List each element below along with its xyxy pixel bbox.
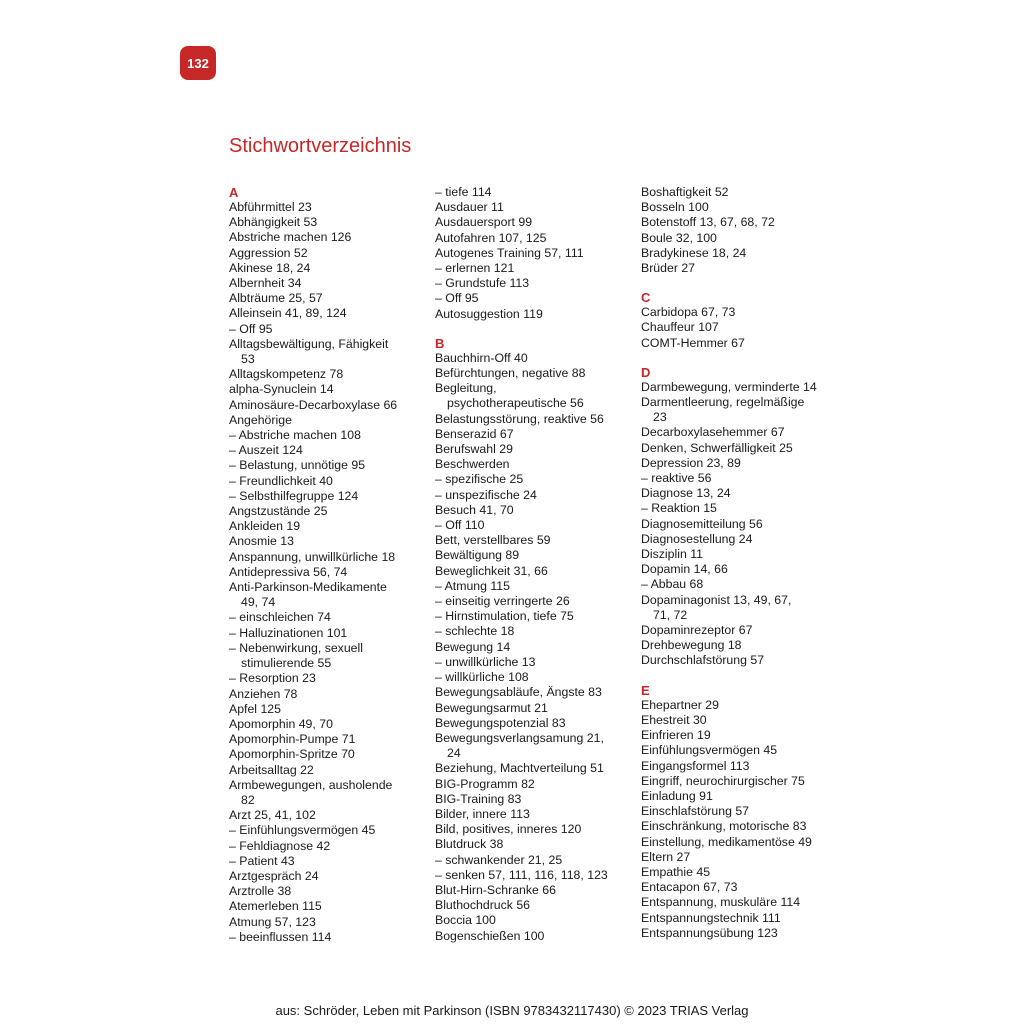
index-entry: Einstellung, medikamentöse 49	[641, 834, 812, 849]
index-entry: Diagnosemitteilung 56	[641, 516, 763, 531]
index-entry: Abstriche machen 126	[229, 230, 352, 245]
index-entry: Benserazid 67	[435, 426, 514, 441]
index-entry: – Freundlichkeit 40	[229, 473, 333, 488]
index-entry: Angstzustände 25	[229, 504, 328, 519]
index-entry: – spezifische 25	[435, 472, 524, 487]
index-entry: Durchschlafstörung 57	[641, 653, 765, 668]
index-entry: 49, 74	[241, 595, 276, 610]
index-entry: 53	[241, 352, 255, 367]
index-entry: 24	[447, 746, 461, 761]
index-entry: Begleitung,	[435, 381, 497, 396]
index-entry: stimulierende 55	[241, 656, 332, 671]
index-entry: Anosmie 13	[229, 534, 294, 549]
index-entry: Akinese 18, 24	[229, 260, 311, 275]
index-entry: – willkürliche 108	[435, 670, 529, 685]
index-column-3	[641, 185, 841, 941]
index-entry: Antidepressiva 56, 74	[229, 564, 348, 579]
index-entry: – unspezifische 24	[435, 487, 537, 502]
index-entry: – Atmung 115	[435, 578, 510, 593]
index-entry: Autosuggestion 119	[435, 306, 543, 321]
index-entry: Bild, positives, inneres 120	[435, 822, 582, 837]
index-entry: – Nebenwirkung, sexuell	[229, 640, 363, 655]
index-entry: Autofahren 107, 125	[435, 230, 547, 245]
index-entry: Bewegungsarmut 21	[435, 700, 548, 715]
index-entry: Anziehen 78	[229, 686, 298, 701]
index-entry: Eingangsformel 113	[641, 758, 750, 773]
index-entry: Alltagsbewältigung, Fähigkeit	[229, 336, 389, 351]
index-entry: – Abbau 68	[641, 577, 704, 592]
index-entry: Entacapon 67, 73	[641, 880, 738, 895]
index-entry: Abhängigkeit 53	[229, 215, 318, 230]
index-entry: – senken 57, 111, 116, 118, 123	[435, 867, 608, 882]
index-entry: Einladung 91	[641, 788, 713, 803]
index-entry: – Einfühlungsvermögen 45	[229, 823, 376, 838]
index-entry: Arzt 25, 41, 102	[229, 808, 316, 823]
index-entry: Bilder, innere 113	[435, 806, 530, 821]
index-entry: – einschleichen 74	[229, 610, 331, 625]
index-entry: Depression 23, 89	[641, 455, 741, 470]
index-entry: Beschwerden	[435, 457, 510, 472]
index-entry: Arbeitsalltag 22	[229, 762, 314, 777]
index-entry: Bewegungspotenzial 83	[435, 715, 566, 730]
index-entry: Atemerleben 115	[229, 899, 322, 914]
index-entry: Berufswahl 29	[435, 442, 513, 457]
index-entry: Ausdauer 11	[435, 200, 504, 215]
index-entry: Blut-Hirn-Schranke 66	[435, 882, 556, 897]
index-entry: – beeinflussen 114	[229, 929, 332, 944]
index-entry: Blutdruck 38	[435, 837, 504, 852]
index-entry: – Fehldiagnose 42	[229, 838, 331, 853]
index-entry: Apomorphin-Pumpe 71	[229, 732, 356, 747]
index-entry: Aggression 52	[229, 245, 308, 260]
index-entry: Einschränkung, motorische 83	[641, 819, 807, 834]
index-entry: Brüder 27	[641, 261, 696, 276]
index-entry: Einfrieren 19	[641, 728, 711, 743]
index-column-2	[435, 185, 635, 944]
index-entry: Disziplin 11	[641, 547, 703, 562]
index-entry: alpha-Synuclein 14	[229, 382, 334, 397]
index-entry: psychotherapeutische 56	[447, 396, 584, 411]
index-entry: Bewältigung 89	[435, 548, 520, 563]
index-entry: – schlechte 18	[435, 624, 515, 639]
page-title: Stichwortverzeichnis	[229, 135, 412, 157]
index-entry: – Selbsthilfegruppe 124	[229, 488, 359, 503]
index-entry: – Resorption 23	[229, 671, 316, 686]
index-entry: – Reaktion 15	[641, 501, 717, 516]
index-entry: Apomorphin 49, 70	[229, 716, 333, 731]
index-entry: Dopaminrezeptor 67	[641, 623, 753, 638]
index-entry: BIG-Training 83	[435, 791, 522, 806]
index-entry: Boule 32, 100	[641, 230, 717, 245]
index-entry: Entspannungsübung 123	[641, 925, 778, 940]
page-number: 132	[180, 46, 216, 80]
index-entry: Armbewegungen, ausholende	[229, 777, 393, 792]
index-entry: Boccia 100	[435, 913, 496, 928]
index-entry: Ankleiden 19	[229, 519, 301, 534]
index-entry: – Hirnstimulation, tiefe 75	[435, 609, 574, 624]
index-letter-heading: E	[641, 682, 650, 698]
index-entry: Bogenschießen 100	[435, 928, 545, 943]
index-letter-heading: D	[641, 364, 651, 380]
index-entry: Entspannungstechnik 111	[641, 910, 781, 925]
index-entry: Atmung 57, 123	[229, 914, 316, 929]
index-entry: Angehörige	[229, 412, 292, 427]
index-letter-heading: B	[435, 335, 445, 351]
index-entry: Decarboxylasehemmer 67	[641, 425, 785, 440]
index-entry: Apfel 125	[229, 701, 281, 716]
index-column-1	[229, 185, 429, 945]
index-entry: Entspannung, muskuläre 114	[641, 895, 801, 910]
index-entry: Denken, Schwerfälligkeit 25	[641, 440, 793, 455]
index-entry: Chauffeur 107	[641, 320, 719, 335]
index-entry: Aminosäure-Decarboxylase 66	[229, 397, 398, 412]
index-entry: Autogenes Training 57, 111	[435, 245, 584, 260]
index-entry: Einfühlungsvermögen 45	[641, 743, 778, 758]
index-entry: Belastungsstörung, reaktive 56	[435, 411, 604, 426]
index-entry: Apomorphin-Spritze 70	[229, 747, 355, 762]
index-letter-heading: C	[641, 290, 651, 306]
index-entry: – einseitig verringerte 26	[435, 594, 570, 609]
index-entry: – Abstriche machen 108	[229, 428, 361, 443]
index-entry: – Patient 43	[229, 853, 295, 868]
index-entry: – Auszeit 124	[229, 443, 303, 458]
index-entry: Anspannung, unwillkürliche 18	[229, 549, 396, 564]
index-entry: – tiefe 114	[435, 185, 492, 199]
index-entry: Ehepartner 29	[641, 697, 719, 712]
index-entry: Botenstoff 13, 67, 68, 72	[641, 215, 775, 230]
index-entry: Arztgespräch 24	[229, 868, 319, 883]
index-entry: Alltagskompetenz 78	[229, 367, 344, 382]
index-entry: – reaktive 56	[641, 471, 712, 486]
index-entry: Bewegungsverlangsamung 21,	[435, 730, 604, 745]
index-entry: Alleinsein 41, 89, 124	[229, 306, 347, 321]
index-entry: 23	[653, 410, 667, 425]
index-entry: Boshaftigkeit 52	[641, 185, 729, 199]
index-entry: Empathie 45	[641, 864, 711, 879]
index-entry: Bauchhirn-Off 40	[435, 350, 528, 365]
index-entry: Einschlafstörung 57	[641, 804, 750, 819]
index-entry: – Belastung, unnötige 95	[229, 458, 366, 473]
index-entry: – Grundstufe 113	[435, 276, 530, 291]
index-entry: Bett, verstellbares 59	[435, 533, 551, 548]
index-entry: Arztrolle 38	[229, 884, 292, 899]
index-entry: Carbidopa 67, 73	[641, 305, 736, 320]
index-entry: Dopamin 14, 66	[641, 562, 728, 577]
index-entry: Bewegungsabläufe, Ängste 83	[435, 685, 602, 700]
index-entry: – Off 110	[435, 518, 485, 533]
index-entry: Befürchtungen, negative 88	[435, 366, 586, 381]
index-entry: Albträume 25, 57	[229, 291, 323, 306]
index-entry: – Halluzinationen 101	[229, 625, 348, 640]
index-entry: 82	[241, 792, 255, 807]
index-entry: – unwillkürliche 13	[435, 654, 536, 669]
index-entry: Besuch 41, 70	[435, 502, 514, 517]
index-entry: Bluthochdruck 56	[435, 898, 531, 913]
index-entry: Diagnose 13, 24	[641, 486, 731, 501]
index-entry: Darmentleerung, regelmäßige	[641, 395, 805, 410]
index-entry: Albernheit 34	[229, 276, 302, 291]
index-entry: Ausdauersport 99	[435, 215, 533, 230]
index-entry: – Off 95	[229, 321, 273, 336]
index-entry: COMT-Hemmer 67	[641, 335, 745, 350]
index-letter-heading: A	[229, 185, 239, 200]
index-entry: – Off 95	[435, 291, 479, 306]
index-entry: Bewegung 14	[435, 639, 511, 654]
index-entry: Darmbewegung, verminderte 14	[641, 379, 817, 394]
index-entry: Bradykinese 18, 24	[641, 245, 747, 260]
source-footer: aus: Schröder, Leben mit Parkinson (ISBN 9783432117430) © 2023 TRIAS Verlag	[275, 1003, 749, 1018]
index-entry: Drehbewegung 18	[641, 638, 742, 653]
index-entry: Diagnosestellung 24	[641, 531, 753, 546]
index-entry: Ehestreit 30	[641, 712, 707, 727]
index-entry: Anti-Parkinson-Medikamente	[229, 580, 387, 595]
index-entry: Beziehung, Machtverteilung 51	[435, 761, 604, 776]
index-entry: Beweglichkeit 31, 66	[435, 563, 548, 578]
index-entry: Bosseln 100	[641, 200, 709, 215]
index-entry: – erlernen 121	[435, 261, 515, 276]
index-entry: – schwankender 21, 25	[435, 852, 563, 867]
index-entry: Dopaminagonist 13, 49, 67,	[641, 592, 792, 607]
index-entry: Eltern 27	[641, 849, 691, 864]
index-entry: Abführmittel 23	[229, 200, 312, 214]
index-entry: BIG-Programm 82	[435, 776, 535, 791]
index-entry: 71, 72	[653, 607, 688, 622]
index-entry: Eingriff, neurochirurgischer 75	[641, 773, 805, 788]
